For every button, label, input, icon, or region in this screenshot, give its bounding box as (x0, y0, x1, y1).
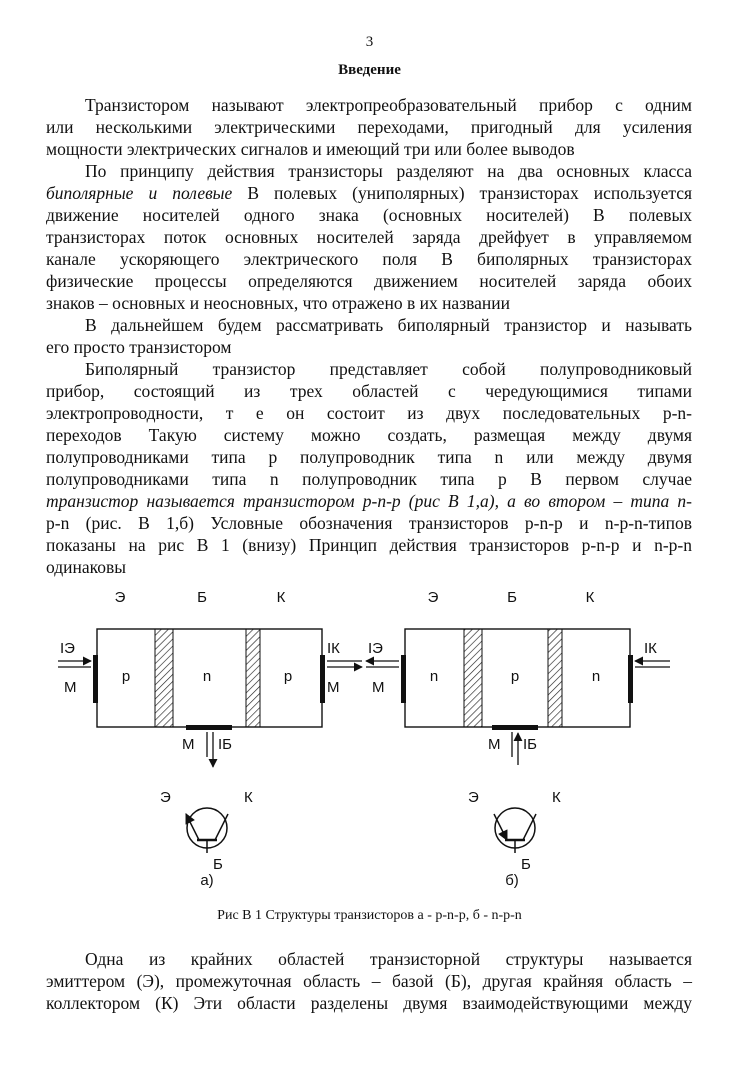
pnp-transistor-symbol (186, 808, 228, 853)
text-line: знаков – основных и неосновных, что отражено в их названии (46, 293, 511, 313)
text-line: его просто транзистором (46, 337, 232, 357)
label-collector-b: К (585, 589, 595, 606)
structure-b (366, 589, 670, 889)
text-line: переходов Такую систему можно создать, размещая между двумя (46, 425, 692, 445)
region-b-2: p (510, 668, 520, 685)
npn-transistor-symbol (494, 808, 536, 853)
symbol-emitter-a: Э (160, 789, 171, 806)
text-line: В дальнейшем будем рассматривать биполярный транзистор и называть (85, 315, 692, 335)
base-contact-a (186, 725, 232, 730)
emitter-current-label-a: IЭ (60, 640, 75, 657)
text-line: Транзистором называют электропреобразовательный прибор с одним (85, 95, 692, 115)
collector-current-label-b: IК (644, 640, 657, 657)
junction-bc-a (246, 629, 260, 727)
section-heading: Введение (338, 62, 401, 78)
page-number: 3 (365, 34, 374, 50)
collector-current-label-a: IК (327, 640, 340, 657)
symbol-base-b: Б (521, 856, 531, 873)
base-current-label-b: IБ (523, 736, 538, 753)
region-a-3: p (283, 668, 293, 685)
text-line: электропроводности, т е он состоит из двух последовательных p-n- (46, 403, 692, 423)
symbol-emitter-b: Э (468, 789, 479, 806)
junction-eb-a (155, 629, 173, 727)
region-b-3: n (591, 668, 601, 685)
emitter-contact-label-a: M (64, 679, 77, 696)
label-collector-a: К (276, 589, 286, 606)
label-emitter-b: Э (427, 589, 439, 606)
text-line: Биполярный транзистор представляет собой полупроводниковый (85, 359, 692, 379)
region-a-2: n (202, 668, 212, 685)
base-contact-label-a: M (182, 736, 195, 753)
collector-contact-a (320, 655, 325, 703)
base-contact-b (492, 725, 538, 730)
label-base-b: Б (507, 589, 517, 606)
text-line: мощности электрических сигналов и имеющий три или более выводов (46, 139, 575, 159)
text-line: полупроводниками типа p полупроводник типа n или между двумя (46, 447, 692, 467)
label-emitter-a: Э (114, 589, 126, 606)
base-contact-label-b: M (488, 736, 501, 753)
region-a-1: p (121, 668, 131, 685)
junction-bc-b (548, 629, 562, 727)
text-line: коллектором (К) Эти области разделены двумя взаимодействующими между (46, 993, 692, 1013)
term-field: полевые (172, 183, 233, 203)
emitter-current-label-b: IЭ (368, 640, 383, 657)
text-line: p-n (рис. В 1,б) Условные обозначения транзисторов p-n-p и n-p-n-типов (46, 513, 692, 533)
text-line: физические процессы определяются движением носителей заряда обоих (46, 271, 692, 291)
figure-caption: Рис В 1 Структуры транзисторов а - p-n-p, б - n-p-n (217, 908, 522, 923)
text-line: По принципу действия транзисторы разделяют на два основных класса (85, 161, 692, 181)
label-base-a: Б (197, 589, 207, 606)
region-b-1: n (429, 668, 439, 685)
text-line: транзистор называется транзистором p-n-p (рис В 1,а), а во втором – типа n- (46, 491, 692, 511)
junction-eb-b (464, 629, 482, 727)
text-line: канале ускоряющего электрического поля В биполярных транзисторах (46, 249, 692, 269)
text-line: движение носителей одного знака (основных носителей) В полевых (46, 205, 692, 225)
collector-contact-b (628, 655, 633, 703)
text-line: транзисторах поток основных носителей заряда дрейфует в управляемом (46, 227, 692, 247)
text-fragment: В полевых (униполярных) транзисторах используется (247, 183, 693, 203)
text-line: или несколькими электрическими переходами, пригодный для усиления (46, 117, 692, 137)
text-line: Одна из крайних областей транзисторной структуры называется (85, 949, 692, 969)
term-and: и (148, 183, 158, 203)
emitter-contact-a (93, 655, 98, 703)
text-line: показаны на рис В 1 (внизу) Принцип действия транзисторов p-n-p и n-p-n (46, 535, 692, 555)
structure-a (58, 589, 362, 889)
base-current-label-a: IБ (218, 736, 233, 753)
symbol-collector-a: К (244, 789, 253, 806)
sub-label-a: а) (200, 872, 214, 889)
text-line (46, 182, 692, 204)
transistor-structures-figure (0, 585, 739, 905)
collector-contact-label-a: M (327, 679, 340, 696)
text-line: одинаковы (46, 557, 127, 577)
text-line: прибор, состоящий из трех областей с чередующимися типами (46, 381, 692, 401)
text-line: эмиттером (Э), промежуточная область – базой (Б), другая крайняя область – (46, 971, 692, 991)
symbol-base-a: Б (213, 856, 223, 873)
term-bipolar: биполярные (46, 183, 134, 203)
symbol-collector-b: К (552, 789, 561, 806)
text-line: полупроводниками типа n полупроводник типа p В первом случае (46, 469, 692, 489)
emitter-contact-label-b: M (372, 679, 385, 696)
sub-label-b: б) (505, 872, 519, 889)
emitter-contact-b (401, 655, 406, 703)
